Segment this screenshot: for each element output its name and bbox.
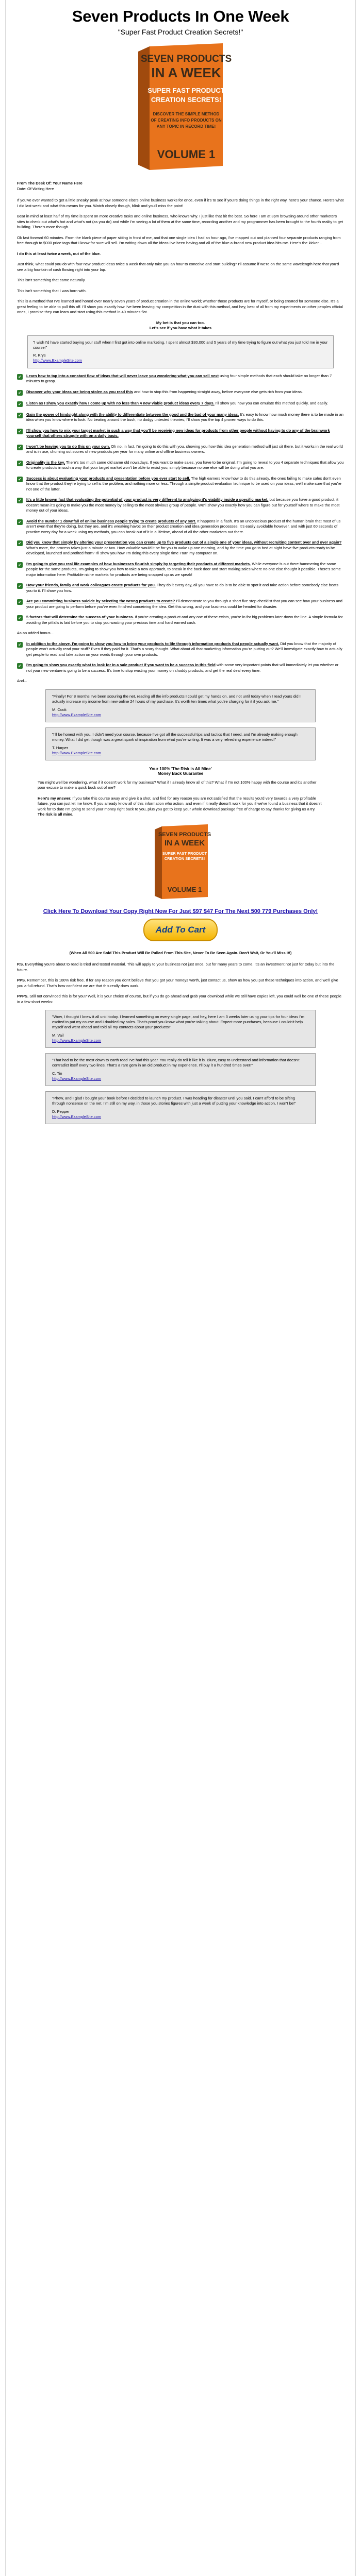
- checkmark-icon: ✔: [17, 599, 23, 605]
- benefit-lead: I'll show you how to mix your target market in such a way that you'll be receiving new ideas for products from other people without having to do any of the brainwork yourself that others struggle with on a daily basis.: [26, 428, 330, 438]
- product-cover-image-small: [143, 824, 218, 901]
- benefit-detail: but because you have a good product, it doesn't mean it's going to make you the most money by selling to the most obvious group of people. We'll show you exactly how you can figure out for yourself where to make the most money out of your ideas.: [26, 497, 340, 513]
- benefit-detail: Did you know that the majority of people won't actually read your stuff? Even if they paid for it. That's a scary thought. What about all that marketing information you're putting out? We'll investigate exactly how to actually get people to read and take action on your words through your own products.: [26, 641, 342, 657]
- ppps-label: PPPS.: [17, 994, 29, 998]
- testimonial-name: M. Vail: [52, 1033, 64, 1038]
- benefit-text: [26, 562, 344, 578]
- letter-paragraph: Ok fast forward 60 minutes. From the blank piece of paper sitting in front of me, and that one single idea I had an hour ago, I've mapped out and planned four separate products ranging from free through to $000 price tags that I know for sure will sell. I'm writing down all the ideas I've been having and all of the blue-a-brand new product idea hits me. Here's the kicker...: [17, 235, 341, 245]
- benefit-list: [17, 374, 344, 626]
- benefit-detail: It's easy to know how much money there is to be made in an idea when you know where to look. No beating around the bush, no dodgy untested theories, I'll show you the top 4 proven ways to do this.: [26, 412, 343, 422]
- benefit-detail: I'll show you how you can emulate this method quickly, and easily.: [215, 400, 329, 405]
- letter-header: [17, 181, 344, 192]
- benefit-detail: using four simple methods that each should take no longer than 7 minutes to grasp.: [26, 373, 332, 383]
- checkmark-icon: ✔: [17, 498, 23, 503]
- benefit-lead: Are you committing business suicide by selecting the wrong products to create?: [26, 599, 175, 603]
- checkmark-icon: ✔: [17, 429, 23, 434]
- bonus-list: [17, 641, 344, 674]
- testimonial-box: [45, 1010, 316, 1048]
- cover-line1: SEVEN PRODUCTS: [140, 54, 232, 64]
- checkmark-icon: ✔: [17, 519, 23, 525]
- testimonial-name: T. Harper: [52, 745, 68, 750]
- benefit-item: [17, 412, 344, 423]
- ppps-paragraph: [17, 994, 344, 1005]
- benefit-item: [17, 444, 344, 455]
- checkmark-icon: ✔: [17, 663, 23, 669]
- benefit-lead: It's a little known fact that evaluating the potential of your product is very different to analyzing it's viability inside a specific market,: [26, 497, 269, 502]
- guarantee-paragraph: [38, 796, 323, 818]
- download-order-link[interactable]: Click Here To Download Your Copy Right Now For Just $97 $47 For The Next 500 779 Purchases Only!: [43, 908, 318, 914]
- benefit-lead: How your friends, family and work colleagues create products for you.: [26, 583, 156, 587]
- product-cover-image: [120, 42, 241, 174]
- guarantee-title-line2: Money Back Guarantee: [157, 771, 204, 776]
- benefit-item: [17, 519, 344, 535]
- testimonial-link[interactable]: http://www.ExampleSite.com: [52, 1038, 102, 1043]
- benefit-text: [26, 389, 303, 396]
- checkmark-icon: ✔: [17, 615, 23, 621]
- benefit-lead: Avoid the number 1 downfall of online business people trying to create products of any sort.: [26, 518, 196, 523]
- benefit-text: [26, 444, 344, 455]
- benefit-text: [26, 476, 344, 493]
- cover-line3: SUPER FAST PRODUCT: [162, 851, 207, 856]
- testimonial-name: M. Cook: [52, 707, 67, 712]
- testimonial-text: "I wish I'd have started buying your stuff when I first got into online marketing. I spent almost $30,000 and 5 years of my time trying to figure out what you just told me in your course!": [33, 340, 328, 350]
- testimonial-text: "That had to be the most down to earth read I've had this year. You really do tell it like it is. Blunt, easy to understand and information that doesn't contradict itself every two lines. That's a rare gem in an old product in my experience. I'll buy it a hundred times over!": [52, 1058, 300, 1067]
- letter-paragraph: This is a method that I've learned and honed over nearly seven years of product creation in the online world; whether those products are for myself, or being created for someone else. It's a great feeling to be able to pull this off. I'll show you exactly how I've been leaving my competition in the dust with this method, and hey, best of all from my experiments on other peoples official ones, I promise they can learn and start using this method in 40 minutes flat.: [17, 299, 343, 314]
- benefit-detail: While everyone is out there hammering the same people for the same products, I'm going to show you how to take a new approach, to sneak in the back door and start making sales where no one else thought it possible. There's some major information here: Profitable niche markets for products are being snapped up as we speak!: [26, 561, 341, 577]
- benefit-item: [17, 476, 344, 493]
- postscript-section: [17, 962, 344, 1005]
- guarantee-lead: Here's my answer.: [38, 795, 72, 801]
- cover-spine: [138, 46, 150, 170]
- testimonial-box: [45, 727, 316, 760]
- testimonial-box: [45, 1053, 316, 1086]
- benefit-detail: What's more, the process takes just a minute or two. How valuable would it be for you to wake up one morning, and by the time you go to bed at night have five products ready to be developed, launched and profited from? I'll show you how I'm doing this every single time I turn my computer on.: [26, 545, 335, 555]
- benefit-lead: I'm going to show you exactly what to look for in a sale product if you want to be a success in this field: [26, 663, 216, 667]
- add-to-cart-button[interactable]: Add To Cart: [143, 919, 218, 941]
- checkmark-icon: ✔: [17, 583, 23, 589]
- testimonial-link[interactable]: http://www.ExampleSite.com: [52, 712, 102, 717]
- benefit-text: [26, 615, 344, 625]
- pps-label: PPS.: [17, 978, 26, 982]
- testimonial-top: [27, 335, 334, 368]
- testimonial-text: "Phew, and I glad I bought your book before I decided to launch my product. I was heading for disaster until you said. I can't afford to be sifting through nonsense on the net. I'm still on my way, in those you stories figures with just a week of putting your knowledge into action, I won't be!": [52, 1096, 296, 1106]
- cover-line2: IN A WEEK: [164, 838, 205, 848]
- guarantee-end: The risk is all mine.: [38, 812, 74, 817]
- and-text: And...: [17, 679, 27, 683]
- page-title: Seven Products In One Week: [72, 7, 289, 25]
- letter-bet: My bet is that you can too.: [156, 320, 205, 325]
- benefit-text: [26, 599, 344, 609]
- checkmark-icon: ✔: [17, 413, 23, 418]
- testimonial-text: "Wow, I thought I knew it all until today. I learned something on every single page, and hey, here I am 3 weeks later using your tips for four ideas I'm excited to put my course and I doubled my sales. That's proof you know what you're talking about. Expect more purchases, because I couldn't help myself and went ahead and told all my contacts about your products!": [52, 1014, 304, 1029]
- testimonial-name: D. Pepper: [52, 1109, 70, 1114]
- benefit-detail: If you're creating a product and any one of these exists, you're in for big problems later down the line. A simple formula for avoiding the pitfalls is laid before you to stop you wasting your precious time and hard earned cash.: [26, 615, 343, 625]
- letter-paragraph: This isn't something that I was born with.: [17, 288, 87, 293]
- benefit-item: [17, 389, 344, 396]
- benefit-detail: with some very important points that will immediately let you whether or not your new venture is going to be a success. It's time to stop wasting your money on shoddy products, and get the real deal every time.: [26, 663, 339, 673]
- checkmark-icon: ✔: [17, 390, 23, 396]
- benefit-detail: There's too much same old same old nowadays. If you want to make sales, you have to be original. I'm going to reveal to you 4 separate techniques that allow you to create products in such a way that your target market won't be able to resist you, simply because no one else will be doing what you are.: [26, 460, 344, 470]
- checkmark-icon: ✔: [17, 562, 23, 568]
- page-subtitle: "Super Fast Product Creation Secrets!": [118, 28, 243, 36]
- bottom-testimonials: [17, 1010, 344, 1124]
- letter-paragraph: Bear in mind at least half of my time is spent on more creative tasks and online business, who knows why. I just like that bit the best. So here I am at 3pm browsing around other marketers sites to check out what's hot and what's not (as you do) and while I'm seeing a lot of them at the same time, recording another and my programmer has been brought to the fourth reality to get building. There's more though.: [17, 214, 343, 229]
- testimonial-name: R. Krys: [33, 352, 46, 358]
- benefit-item: [17, 562, 344, 578]
- benefit-lead: I won't be leaving you to do this on your own.: [26, 444, 110, 449]
- testimonial-box: [45, 1091, 316, 1124]
- guarantee-title-line1: Your 100% 'The Risk is All Mine': [149, 766, 212, 771]
- order-link-block: [17, 908, 344, 914]
- ps-text: Everything you're about to read is tried and tested material. This will apply to your business not just once, but for many years to come. It's an investment not just for today but into the future.: [17, 962, 335, 972]
- letter-date: Date: Of Writing Here: [17, 186, 54, 191]
- cover-line1: SEVEN PRODUCTS: [158, 831, 211, 838]
- guarantee-title: [17, 767, 344, 776]
- checkmark-icon: ✔: [17, 540, 23, 546]
- ppps-text: Still not convinced this is for you? Well, it is your choice of course, but if you do go ahead and grab your download while we still have copies left, you could well be one of these people in a few short weeks:: [17, 994, 341, 1004]
- benefit-lead: In addition to the above, I'm going to show you how to bring your products to life through information products that people actually want.: [26, 641, 280, 646]
- benefit-item: [17, 428, 344, 439]
- letter-challenge: Let's see if you have what it takes: [149, 326, 212, 330]
- benefit-lead: I'm going to give you real life examples of how businesses flourish simply by targeting their products at different markets.: [26, 561, 251, 566]
- benefit-lead: Originality is the key.: [26, 460, 65, 465]
- cover-volume: VOLUME 1: [167, 885, 202, 893]
- benefit-detail: It happens in a flash. It's an unconscious product of the human brain that most of us aren't even that they're doing, but they are, and it's wreaking havoc on their product creation and idea generation processes. It's easily avoidable however, and with just 60 seconds of practice every day for a week using my methods, you can break out of it in a lifetime, ahead of all the other marketers out there.: [26, 518, 341, 534]
- ps-label: P.S.: [17, 962, 24, 967]
- benefit-text: [26, 412, 344, 423]
- benefit-text: [26, 540, 344, 556]
- bonus-intro: As an added bonus...: [17, 631, 54, 635]
- benefit-text: [26, 401, 328, 407]
- benefit-text: [26, 519, 344, 535]
- benefit-item: [17, 663, 344, 673]
- benefit-detail: I'll demonstrate to you through a short five step checklist that you can see how your business and your product are going to perform before you've even finished conceiving the idea. Get this wrong, and your business could be headed for disaster.: [26, 599, 342, 609]
- letter-from: From The Desk Of: Your Name Here: [17, 181, 83, 185]
- benefit-text: [26, 374, 344, 384]
- letter-paragraph: If you've ever wanted to get a little sneaky peak at how someone else's online business works for once, even if it's to see if you're doing things in the right way, here's your chance. Here's what I did last week and what this means for you. Watch closely though, blink and you'll miss the point!: [17, 198, 344, 208]
- cover-line6: OF CREATING INFO PRODUCTS ON: [151, 118, 222, 123]
- benefit-lead: Discover why your ideas are being stolen as you read this: [26, 389, 133, 394]
- benefit-item: [17, 401, 344, 407]
- testimonial-box: [45, 689, 316, 722]
- checkmark-icon: ✔: [17, 374, 23, 380]
- scarcity-warning: (When All 500 Are Sold This Product Will Be Pulled From This Site, Never To Be Seen Again. Don't Wait, Or You'll Miss It!): [69, 950, 292, 955]
- benefit-lead: Learn how to tap into a constant flow of ideas that will never leave you wondering what you can sell next: [26, 373, 219, 378]
- benefit-item: [17, 583, 344, 594]
- testimonial-text: "I'll be honest with you, I didn't need your course, because I've got all the successful tips and tactics that I need, and I'm already making enough money. What I did get though was a great spark of inspiration from what you're writing. It was a very refreshing experience indeed!": [52, 732, 298, 742]
- benefit-item: [17, 641, 344, 658]
- benefit-lead: Listen as I show you exactly how I come up with no less than 4 new viable product ideas every 7 days.: [26, 400, 215, 405]
- pps-text: Remember, this is 100% risk free. If for any reason you don't believe that you got your moneys worth, just contact us, show us how you put these techniques into action, and we'll give you a full refund. That's how confident we are that this really does work.: [17, 978, 338, 988]
- benefit-text: [26, 641, 344, 658]
- benefit-item: [17, 599, 344, 609]
- sales-page: [5, 0, 356, 2576]
- cover-line4: CREATION SECRETS!: [151, 96, 222, 104]
- benefit-text: [26, 428, 344, 439]
- checkmark-icon: ✔: [17, 401, 23, 407]
- benefit-detail: Oh no, in fact, I'm going to do this with you, showing you how this idea generation method will just sit there, but it works in the real world and is in use, churning out scores of new products per year for many online and offline business owners.: [26, 444, 343, 454]
- cover-line4: CREATION SECRETS!: [164, 856, 205, 861]
- cover-line3: SUPER FAST PRODUCT: [147, 87, 225, 94]
- benefit-detail: and how to stop this from happening straight away, before everyone else gets rich from your ideas.: [134, 389, 303, 394]
- letter-body: [17, 198, 344, 331]
- testimonial-text: "Finally! For 8 months I've been scouring the net, reading all the info products I could get my hands on, and not until today when I read yours did I actually increase my income from new online 24 hours of my purchase. It's worth ten times what you're charging for it if you ask me.": [52, 693, 301, 704]
- benefit-lead: 5 factors that will determine the success of your business.: [26, 615, 134, 619]
- testimonial-name: C. Tin: [52, 1071, 62, 1076]
- cover-volume: VOLUME 1: [157, 148, 216, 161]
- checkmark-icon: ✔: [17, 642, 23, 648]
- testimonial-link[interactable]: http://www.ExampleSite.com: [52, 750, 102, 755]
- cover-line2: IN A WEEK: [151, 65, 221, 80]
- benefit-lead: Did you know that simply by altering your presentation you can create up to five products out of a single one of your ideas, without recruiting content over and over again?: [26, 540, 342, 545]
- benefit-item: [17, 615, 344, 625]
- checkmark-icon: ✔: [17, 477, 23, 482]
- testimonial-link[interactable]: http://www.ExampleSite.com: [52, 1114, 102, 1119]
- benefit-item: [17, 460, 344, 471]
- checkmark-icon: ✔: [17, 445, 23, 450]
- benefit-text: [26, 663, 344, 673]
- benefit-text: [26, 583, 344, 594]
- guarantee-text: If you take this course away and give it a shot, and find for any reason you are not satisfied that the results you'd very towards a very profitable future, you can just let me know. If you already know all of this information who action, and even if it really doesn't work for you if we've found a business that it doesn't work for to date I'm going to send your money right back to you, plus you get to keep your whole download package free of charge to say thanks for giving us a try.: [38, 795, 322, 811]
- benefit-text: [26, 497, 344, 514]
- benefit-item: [17, 374, 344, 384]
- letter-paragraph: This isn't something that came naturally.: [17, 278, 86, 282]
- benefit-detail: They do it every day, all you have to do is to be able to spot it and take action before somebody else beats you to it. I'll show you how.: [26, 583, 339, 593]
- guarantee-body: [17, 780, 344, 818]
- cover-line5: DISCOVER THE SIMPLE METHOD: [153, 112, 220, 116]
- letter-paragraph: I do this at least twice a week, out of the blue.: [17, 251, 101, 256]
- checkmark-icon: ✔: [17, 461, 23, 466]
- letter-paragraph: Just think, what could you do with four new product ideas twice a week that only take you an hour to conceive and start building? I'll assume if we're on the same wavelength here that you'd see a big fountain of cash flowing right into your lap.: [17, 262, 339, 272]
- benefit-item: [17, 497, 344, 514]
- testimonial-link[interactable]: http://www.ExampleSite.com: [52, 1076, 102, 1081]
- benefit-text: [26, 460, 344, 471]
- cover-line7: ANY TOPIC IN RECORD TIME!: [156, 124, 216, 129]
- benefit-lead: Gain the power of hindsight along with the ability to differentiate between the good and the bad of your many ideas.: [26, 412, 239, 417]
- testimonial-link[interactable]: http://www.ExampleSite.com: [33, 358, 83, 363]
- guarantee-paragraph: You might well be wondering, what if it doesn't work for my business? What if I already know all of this? What if I'm not 100% happy with the course and it's another poor excuse to make a quick buck out of me?: [38, 779, 317, 790]
- ps-paragraph: [17, 962, 344, 973]
- pps-paragraph: [17, 978, 344, 989]
- benefit-lead: Success is about evaluating your products and presentation before you ever start to sell.: [26, 476, 190, 481]
- benefit-item: [17, 540, 344, 556]
- benefit-detail: The high earners know how to do this already, the ones failing to make sales don't even know that the product they're trying to sell is the problem, and nothing more or less. Through a simple product evaluation technique to be used on your ideas, we'll make sure that you're not one of the latter.: [26, 476, 341, 492]
